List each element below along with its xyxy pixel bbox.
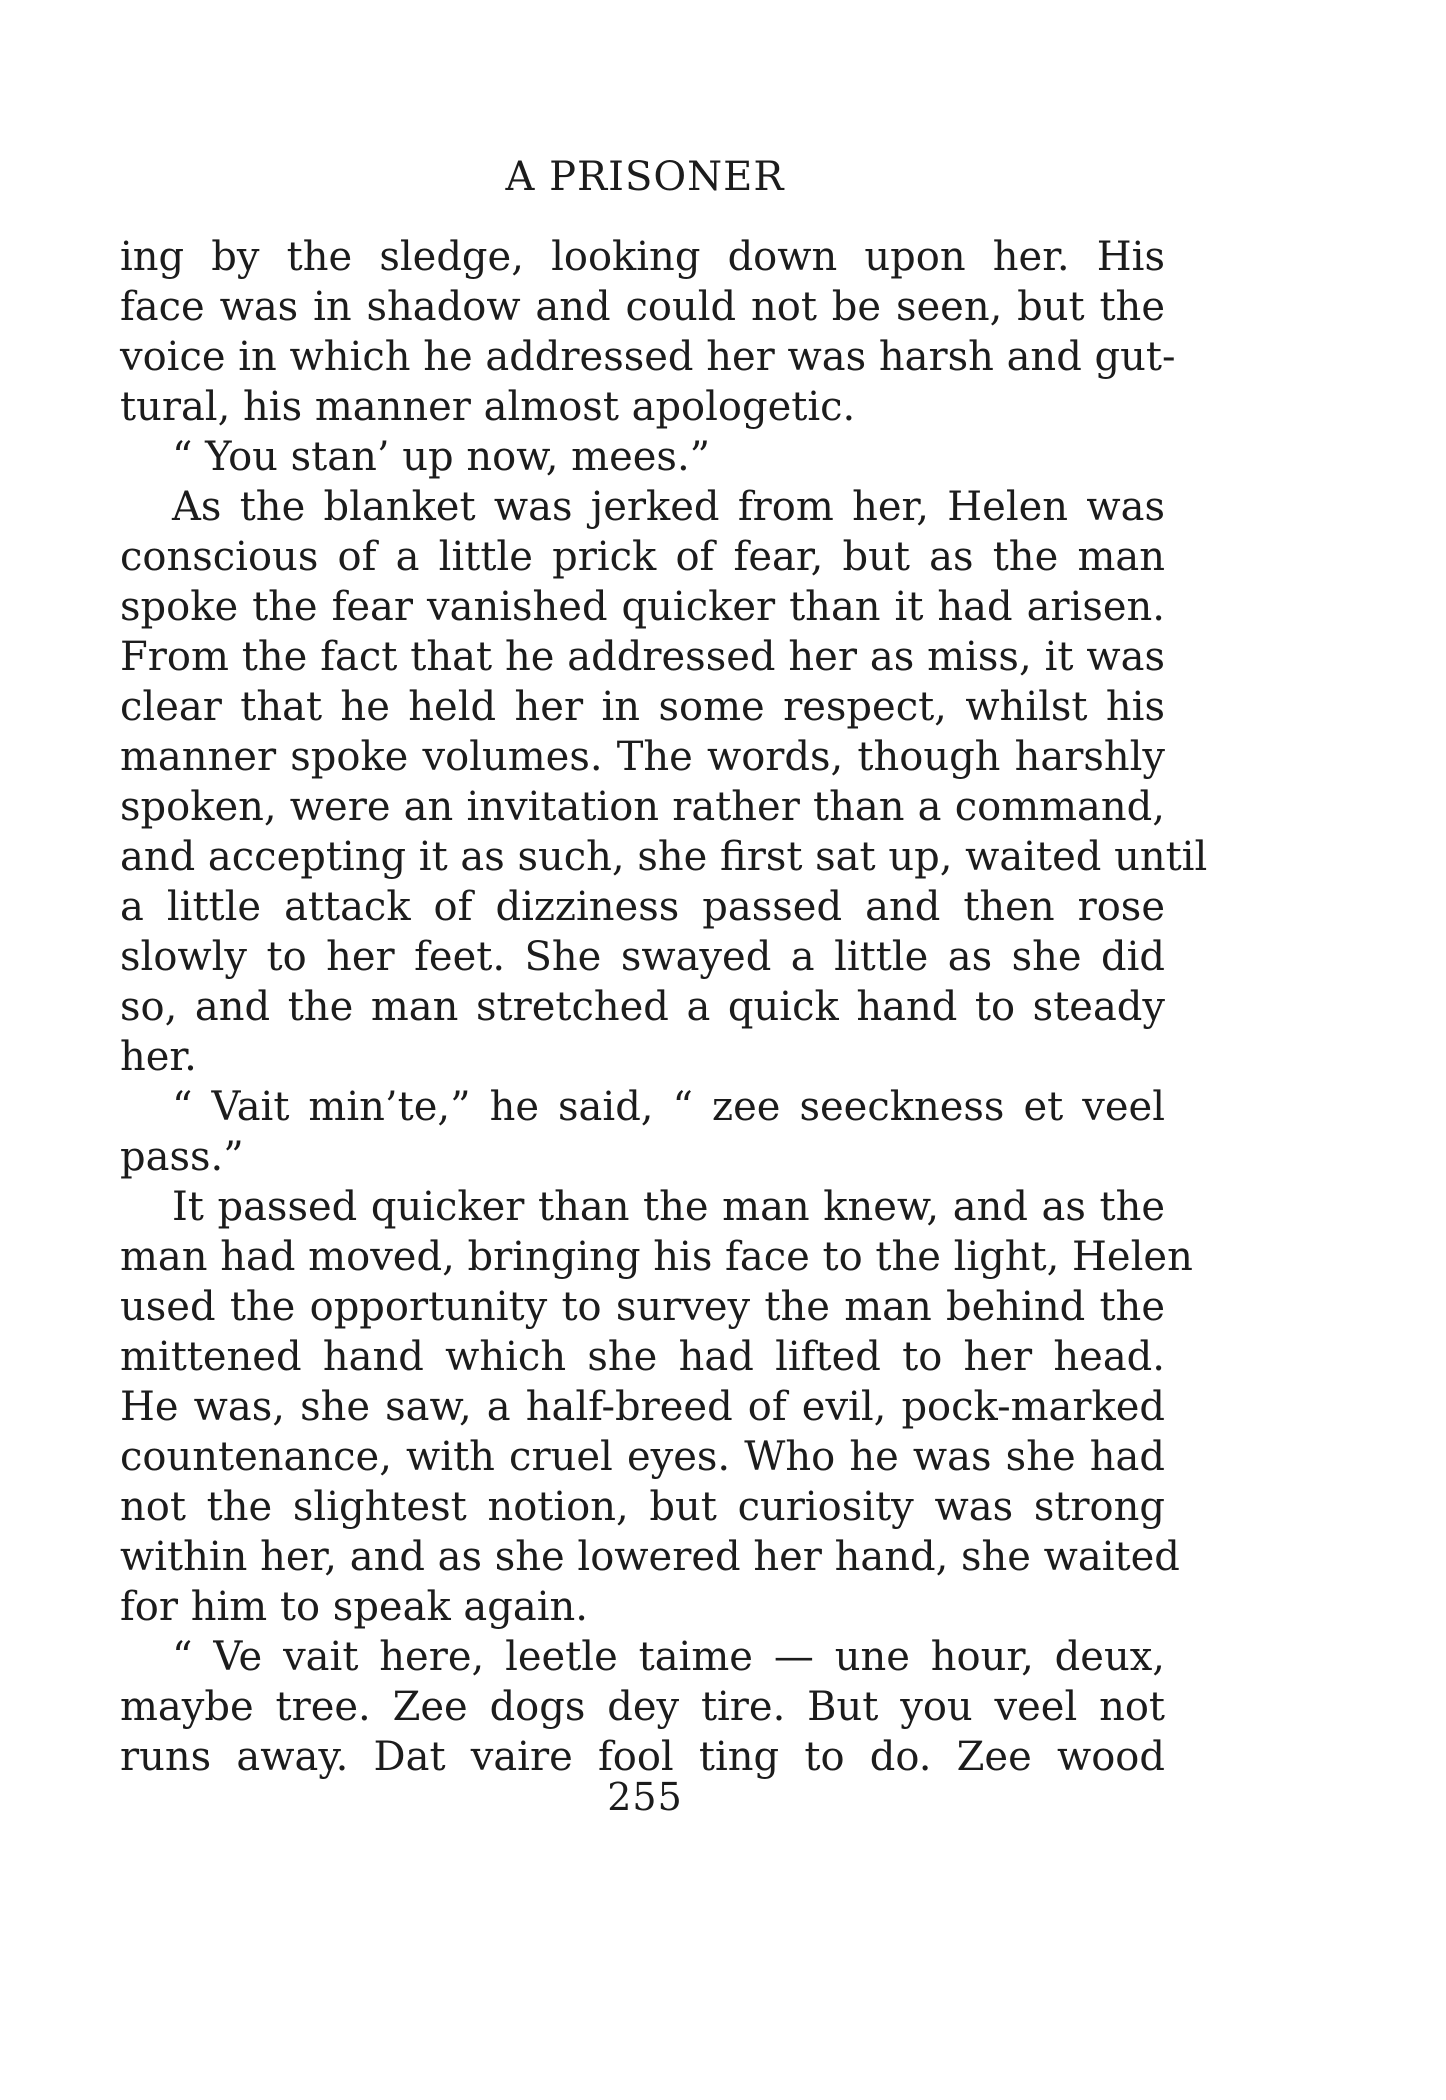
text-line: a little attack of dizziness passed and then rose <box>120 884 1165 930</box>
page-number: 255 <box>607 1775 683 1819</box>
text-line: spoken, were an invitation rather than a command, <box>120 784 1165 830</box>
text-line: mittened hand which she had lifted to her head. <box>120 1334 1165 1380</box>
text-line: clear that he held her in some respect, whilst his <box>120 684 1165 730</box>
text-line: conscious of a little prick of fear, but as the man <box>120 534 1165 580</box>
text-line: man had moved, bringing his face to the light, Helen <box>120 1234 1193 1280</box>
text-line: voice in which he addressed her was harsh and gut- <box>120 334 1176 380</box>
text-line: runs away. Dat vaire fool ting to do. Zee wood <box>120 1734 1165 1780</box>
text-line: spoke the fear vanished quicker than it had arisen. <box>120 584 1165 630</box>
text-line: As the blanket was jerked from her, Helen was <box>172 484 1165 530</box>
text-line: within her, and as she lowered her hand, she waited <box>120 1534 1180 1580</box>
text-line: manner spoke volumes. The words, though harshly <box>120 734 1165 780</box>
text-line: “ Vait min’te,” he said, “ zee seeckness et veel <box>172 1084 1165 1130</box>
text-line: maybe tree. Zee dogs dey tire. But you veel not <box>120 1684 1165 1730</box>
text-line: face was in shadow and could not be seen, but the <box>120 284 1165 330</box>
text-line: “ Ve vait here, leetle taime — une hour, deux, <box>172 1634 1165 1680</box>
body-text <box>120 232 1208 1782</box>
text-line: ing by the sledge, looking down upon her. His <box>120 234 1165 280</box>
text-line: her. <box>120 1034 197 1080</box>
text-line: slowly to her feet. She swayed a little as she did <box>120 934 1165 980</box>
running-head: A PRISONER <box>505 154 785 200</box>
text-line: for him to speak again. <box>120 1584 588 1630</box>
text-line: tural, his manner almost apologetic. <box>120 384 856 430</box>
text-line: It passed quicker than the man knew, and as the <box>172 1184 1165 1230</box>
text-line: From the fact that he addressed her as miss, it was <box>120 634 1165 680</box>
text-line: pass.” <box>120 1134 244 1180</box>
text-line: not the slightest notion, but curiosity was strong <box>120 1484 1165 1530</box>
text-line: used the opportunity to survey the man behind the <box>120 1284 1165 1330</box>
text-line: and accepting it as such, she first sat up, waited until <box>120 834 1208 880</box>
text-line: “ You stan’ up now, mees.” <box>172 434 711 480</box>
text-line: He was, she saw, a half-breed of evil, pock-marked <box>120 1384 1165 1430</box>
text-line: so, and the man stretched a quick hand to steady <box>120 984 1165 1030</box>
text-line: countenance, with cruel eyes. Who he was she had <box>120 1434 1165 1480</box>
